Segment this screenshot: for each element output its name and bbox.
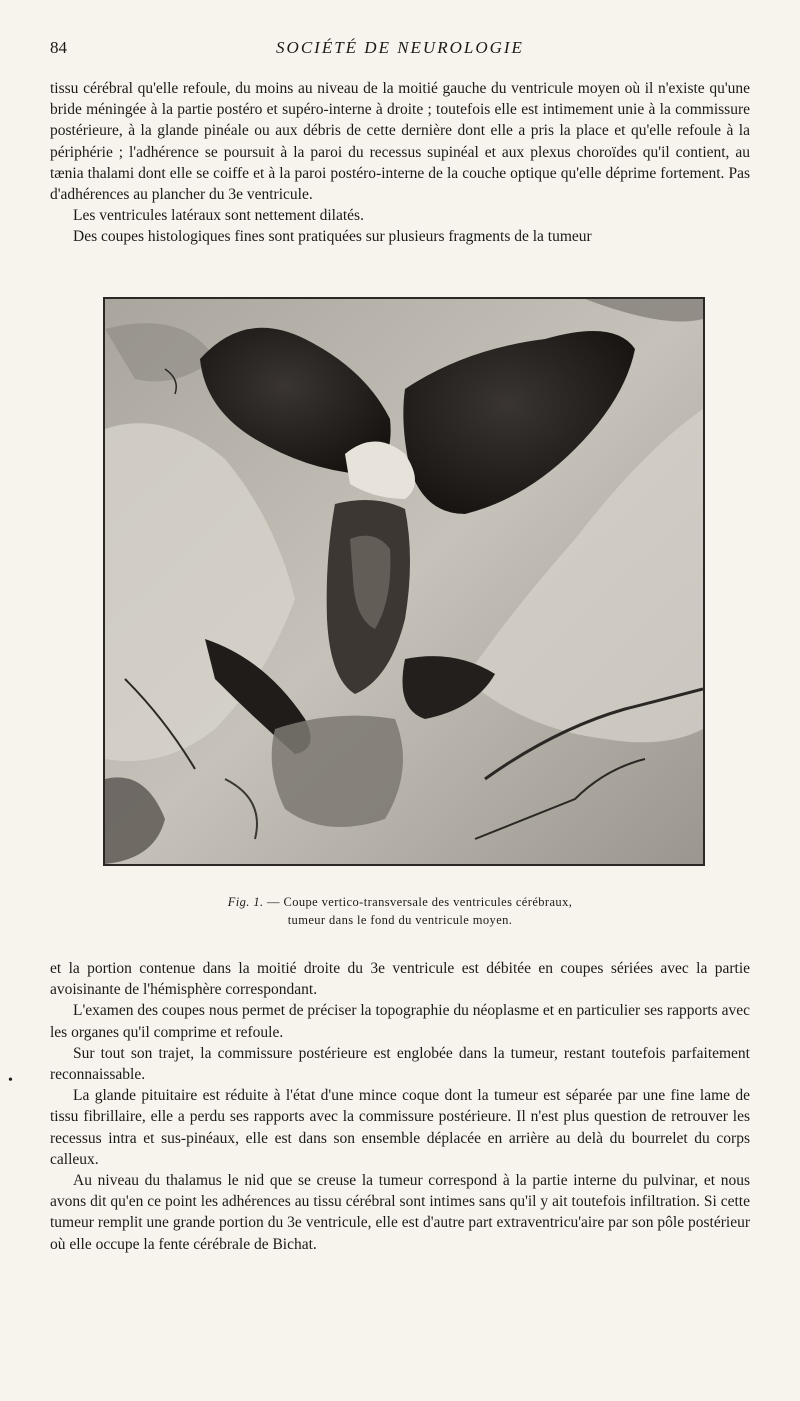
- brain-section-photo: [105, 299, 703, 864]
- paragraph: tissu cérébral qu'elle refoule, du moins au niveau de la moitié gauche du ventricule moyen où il n'existe qu'une bride méningée à la partie postéro et supéro-interne à droite ; toutefois elle est intimement unie à la commissure postérieure, à la glande pinéale ou aux débris de cette dernière dont elle a pris la place et qu'elle refoule à la périphérie ; l'adhérence se poursuit à la paroi du recessus supinéal et aux plexus choroïdes qu'il contient, au tænia thalami dont elle se coiffe et à la paroi postéro-interne de la couche optique qu'elle déprime fortement. Pas d'adhérences au plancher du 3e ventricule.: [50, 80, 750, 204]
- caption-line-1: [150, 893, 650, 911]
- running-head: [50, 38, 750, 60]
- paragraph: Au niveau du thalamus le nid que se creuse la tumeur correspond à la partie interne du pulvinar, et nous avons dit qu'en ce point les adhérences au tissu cérébral sont intimes sans qu'il y ait toutefois infiltration. Si cette tumeur remplit une grande portion du 3e ventricule, elle est d'autre part extraventricu'aire par son pôle postérieur où elle occupe la fente cérébrale de Bichat.: [50, 1172, 750, 1253]
- paragraph: Sur tout son trajet, la commissure postérieure est englobée dans la tumeur, restant toutefois parfaitement reconnaissable.: [50, 1044, 750, 1084]
- page-number: 84: [50, 38, 67, 57]
- paragraph: Les ventricules latéraux sont nettement dilatés.: [73, 207, 364, 225]
- journal-title: SOCIÉTÉ DE NEUROLOGIE: [276, 38, 524, 57]
- caption-text: — Coupe vertico-transversale des ventricules cérébraux,: [263, 895, 573, 909]
- paragraph: Des coupes histologiques fines sont pratiquées sur plusieurs fragments de la tumeur: [73, 228, 592, 246]
- figure-label: Fig. 1.: [227, 895, 264, 909]
- caption-line-2: tumeur dans le fond du ventricule moyen.: [287, 913, 513, 927]
- figure-photograph: [103, 297, 705, 866]
- margin-mark: •: [8, 1073, 13, 1088]
- paragraph: L'examen des coupes nous permet de préciser la topographie du néoplasme et en particulier ses rapports avec les organes qu'il comprime et refoule.: [50, 1002, 750, 1041]
- top-text-block: [50, 78, 750, 248]
- figure-caption: [150, 893, 650, 929]
- paragraph: La glande pituitaire est réduite à l'état d'une mince coque dont la tumeur est séparée par une fine lame de tissu fibrillaire, elle a perdu ses rapports avec la commissure postérieure. Il n'est plus question de retrouver les recessus intra et sus-pinéaux, elle est dans son ensemble déplacée en arrière au delà du bourrelet du corps calleux.: [50, 1087, 750, 1168]
- paragraph: et la portion contenue dans la moitié droite du 3e ventricule est débitée en coupes sériées avec la partie avoisinante de l'hémisphère correspondant.: [50, 960, 750, 999]
- bottom-text-block: [50, 958, 750, 1255]
